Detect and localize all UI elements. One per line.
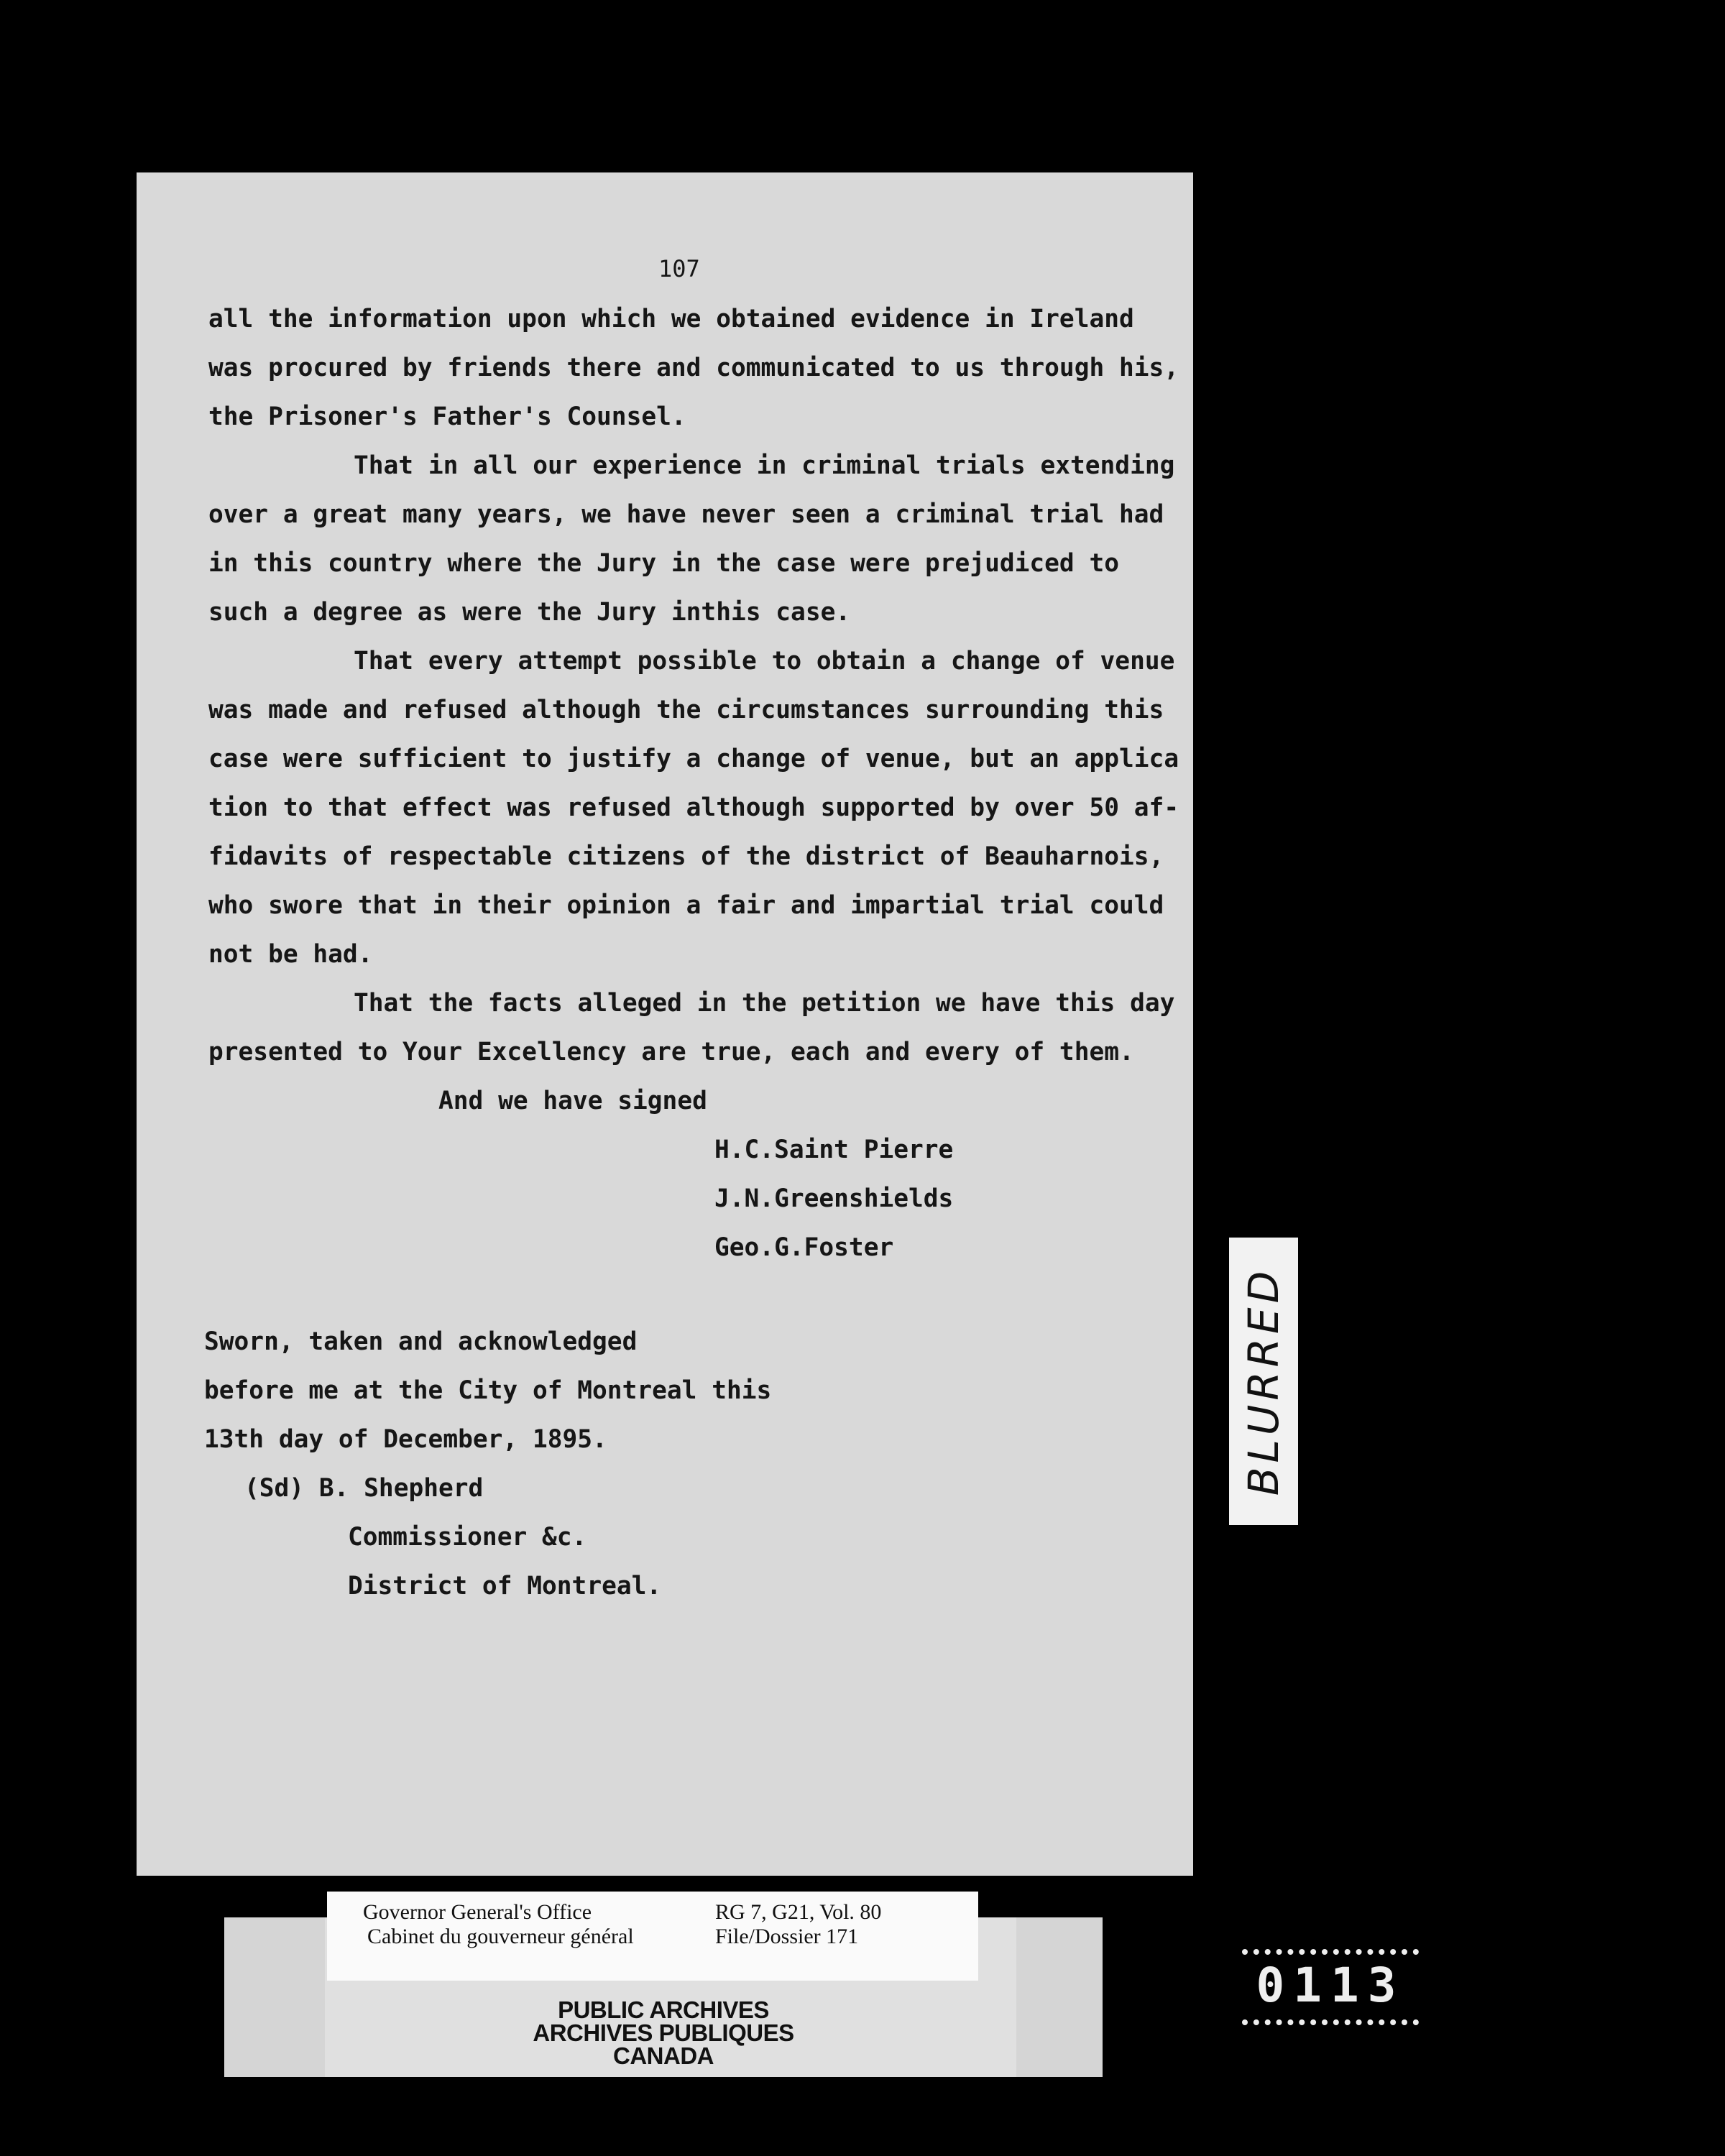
jurat-line: 13th day of December, 1895.: [204, 1425, 607, 1454]
jurat-line: before me at the City of Montreal this: [204, 1376, 772, 1405]
text-line: over a great many years, we have never seen a criminal trial had: [208, 500, 1164, 529]
text-line: That every attempt possible to obtain a change of venue: [354, 647, 1175, 676]
signature-name: J.N.Greenshields: [714, 1184, 954, 1213]
text-line: presented to Your Excellency are true, each and every of them.: [208, 1038, 1134, 1067]
text-line: That in all our experience in criminal trials extending: [354, 451, 1175, 480]
record-group-reference: RG 7, G21, Vol. 80: [715, 1900, 882, 1924]
text-line: was made and refused although the circumstances surrounding this: [208, 696, 1164, 724]
document-page: [137, 172, 1193, 1876]
signature-name: Geo.G.Foster: [714, 1233, 894, 1262]
archive-label-card: [327, 1892, 978, 1981]
jurat-line: District of Montreal.: [348, 1572, 662, 1600]
text-line: such a degree as were the Jury inthis case.: [208, 598, 851, 627]
jurat-line: (Sd) B. Shepherd: [244, 1474, 484, 1503]
jurat-line: Commissioner &c.: [348, 1523, 587, 1552]
jurat-line: Sworn, taken and acknowledged: [204, 1327, 638, 1356]
archives-name-fr: ARCHIVES PUBLIQUES: [533, 2019, 794, 2046]
text-line: who swore that in their opinion a fair and impartial trial could: [208, 891, 1164, 920]
archives-country: CANADA: [613, 2042, 714, 2069]
file-reference: File/Dossier 171: [715, 1925, 859, 1948]
office-name-en: Governor General's Office: [363, 1900, 592, 1924]
frame-counter: [1242, 1949, 1419, 2025]
blurred-label-text: BLURRED: [1239, 1266, 1288, 1496]
text-line: tion to that effect was refused although supported by over 50 af-: [208, 793, 1179, 822]
text-line: case were sufficient to justify a change of venue, but an applica: [208, 745, 1179, 773]
frame-counter-digits: 0113: [1256, 1958, 1405, 2013]
text-line: That the facts alleged in the petition we have this day: [354, 989, 1175, 1018]
blurred-label: [1229, 1238, 1298, 1525]
text-line: all the information upon which we obtained evidence in Ireland: [208, 305, 1134, 333]
text-line: was procured by friends there and communicated to us through his,: [208, 354, 1179, 382]
archives-name-en: PUBLIC ARCHIVES: [558, 1996, 769, 2023]
closing-line: And we have signed: [438, 1087, 707, 1115]
signature-name: H.C.Saint Pierre: [714, 1135, 954, 1164]
office-name-fr: Cabinet du gouverneur général: [367, 1925, 634, 1948]
page-number: 107: [658, 255, 700, 282]
text-line: fidavits of respectable citizens of the district of Beauharnois,: [208, 842, 1164, 871]
text-line: the Prisoner's Father's Counsel.: [208, 402, 686, 431]
text-line: not be had.: [208, 940, 373, 969]
text-line: in this country where the Jury in the case were prejudiced to: [208, 549, 1120, 578]
